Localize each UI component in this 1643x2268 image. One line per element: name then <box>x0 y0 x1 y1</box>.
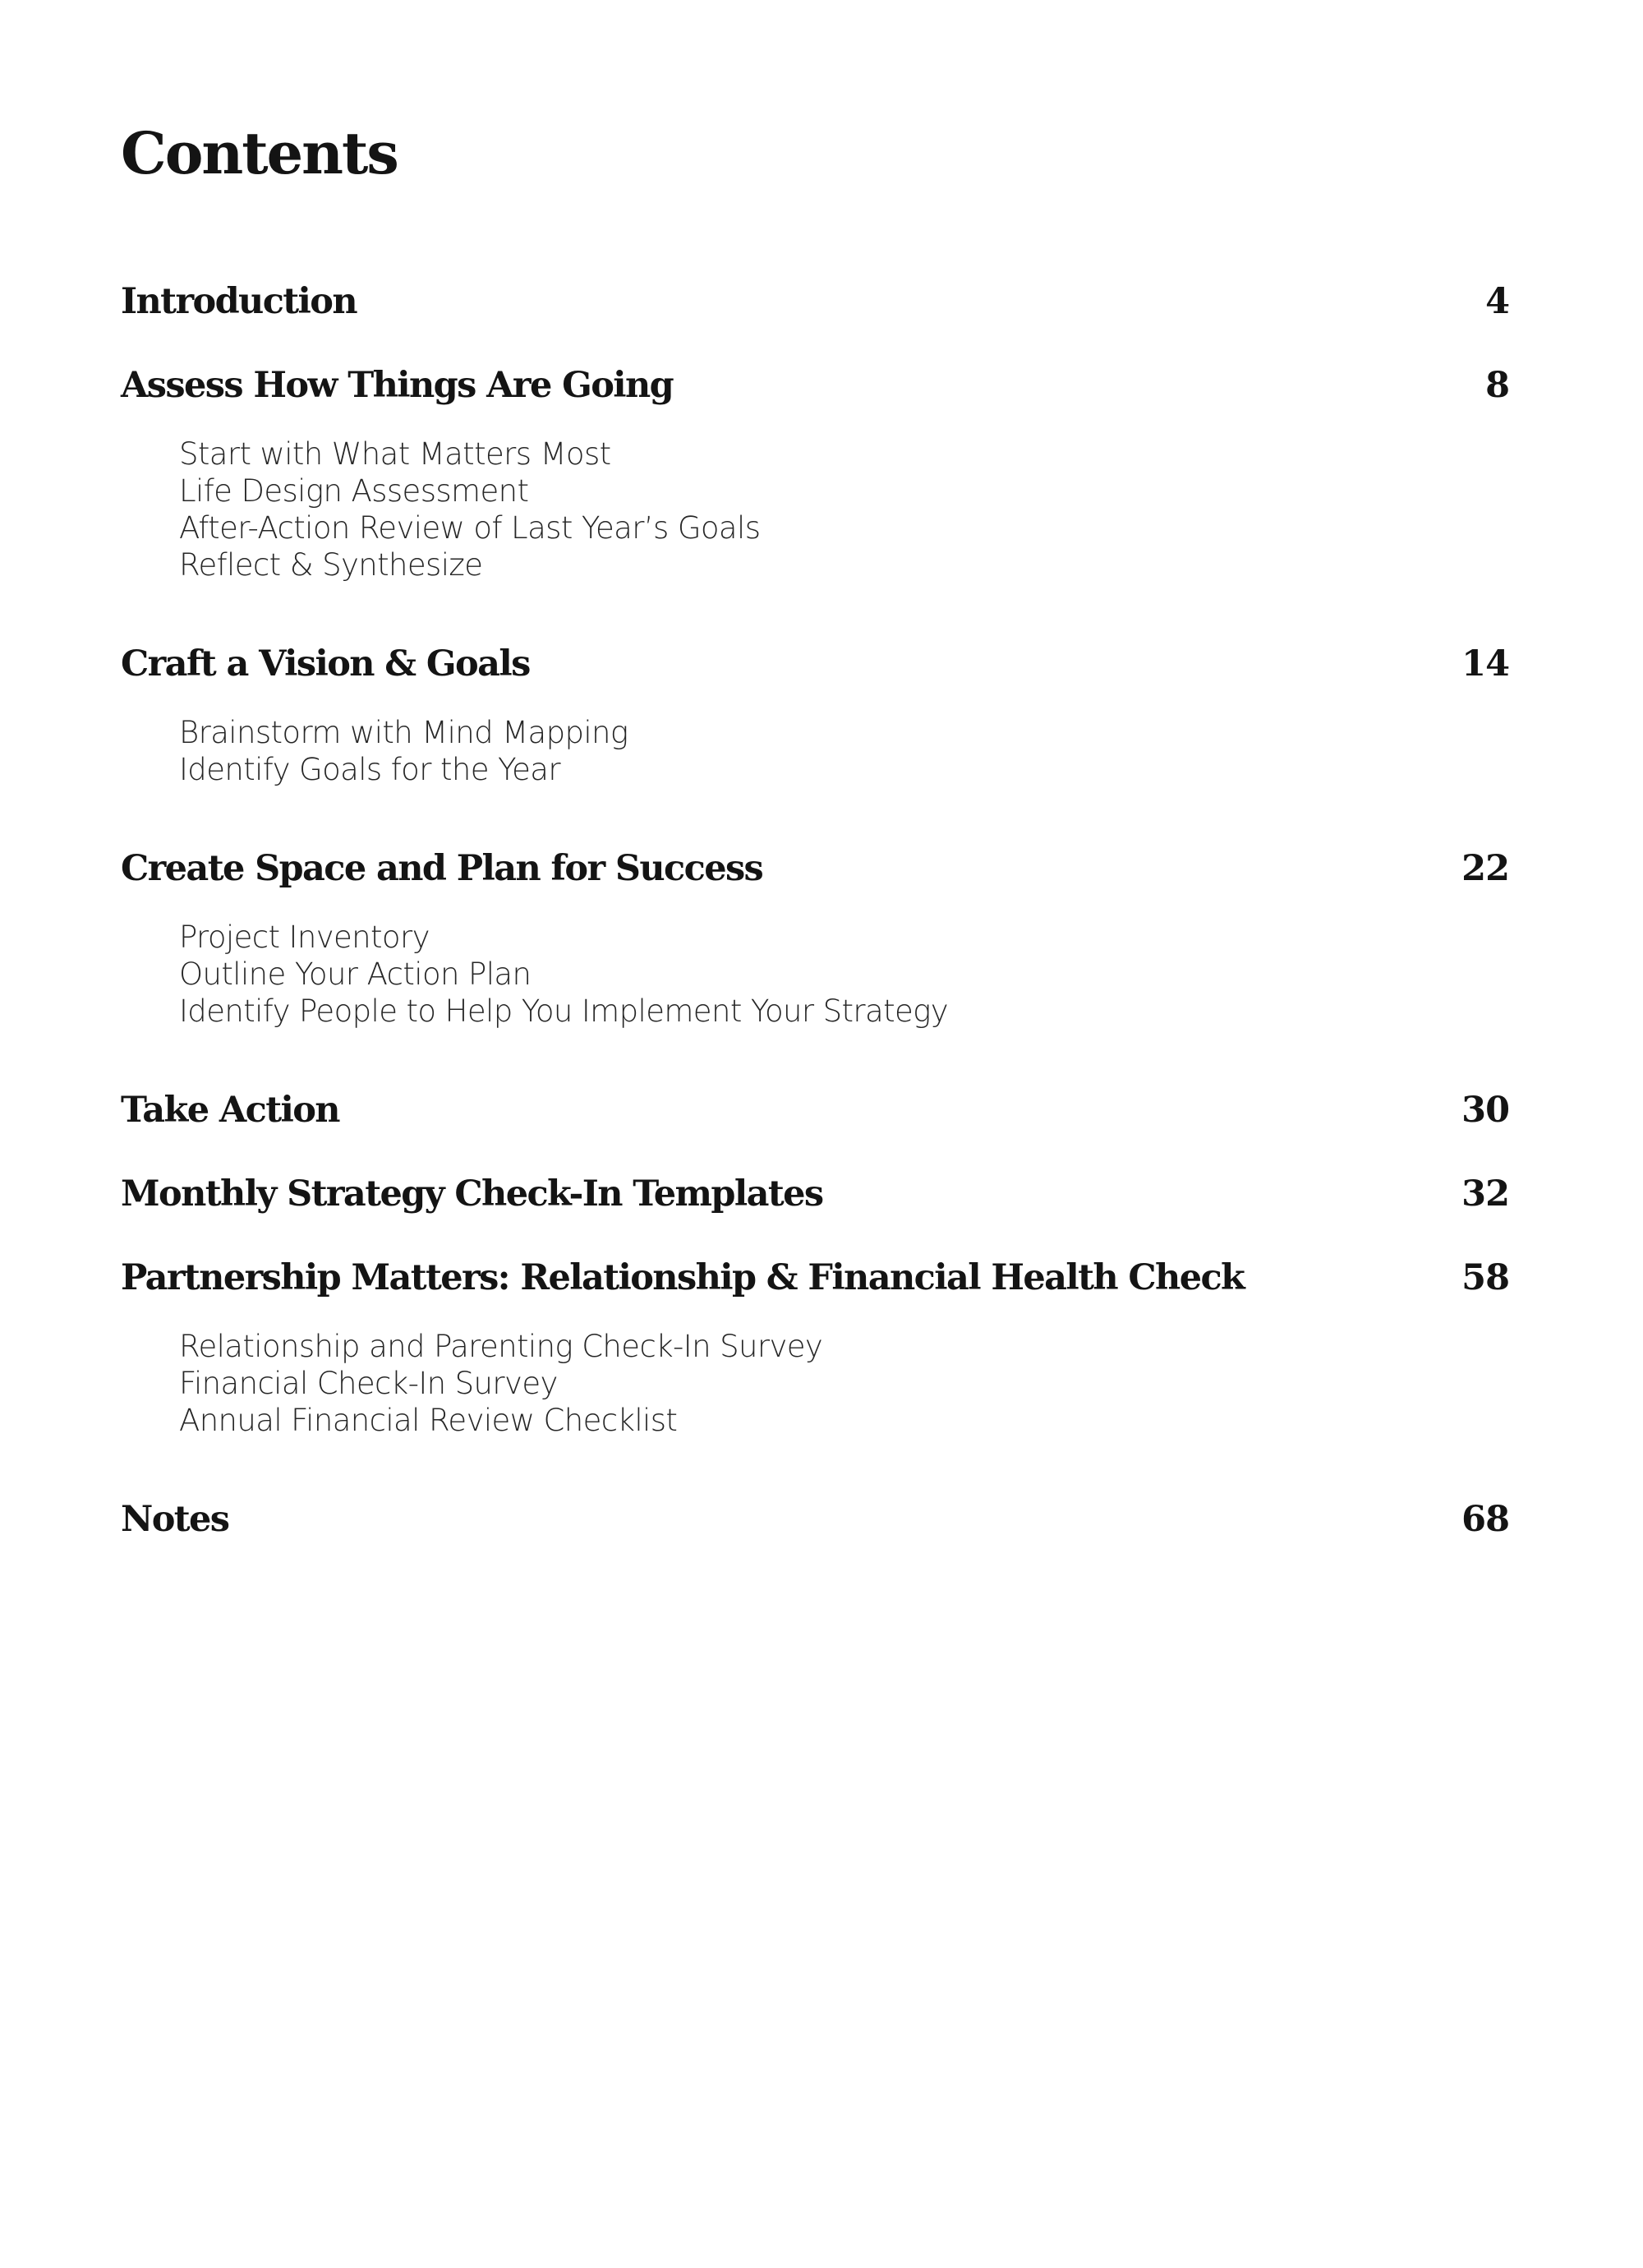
toc-section-plan <box>121 848 1509 1093</box>
toc-page-number: 14 <box>1461 643 1509 685</box>
spacer <box>121 1310 1509 1328</box>
page-title: Contents <box>121 119 398 187</box>
toc-section-title: Monthly Strategy Check-In Templates <box>121 1173 823 1215</box>
toc-entry-vision[interactable] <box>121 643 1509 696</box>
toc-entry-assess[interactable] <box>121 365 1509 417</box>
toc-page-number: 58 <box>1461 1257 1509 1298</box>
toc-page-number: 8 <box>1485 365 1509 406</box>
toc-page-number: 4 <box>1485 281 1509 322</box>
toc-section-title: Notes <box>121 1499 229 1540</box>
spacer <box>121 696 1509 714</box>
toc-section-monthly <box>121 1173 1509 1261</box>
toc-section-vision <box>121 643 1509 851</box>
toc-subsection-item[interactable]: Outline Your Action Plan <box>179 957 532 992</box>
toc-page-number: 22 <box>1461 848 1509 889</box>
toc-section-title: Assess How Things Are Going <box>121 365 674 406</box>
toc-section-notes <box>121 1499 1509 1551</box>
toc-subsection-list <box>121 919 1509 1030</box>
toc-section-assess <box>121 365 1509 647</box>
toc-section-title: Introduction <box>121 281 357 322</box>
toc-entry-plan[interactable] <box>121 848 1509 901</box>
toc-section-partnership <box>121 1257 1509 1502</box>
toc-subsection-item[interactable]: Financial Check-In Survey <box>179 1366 558 1401</box>
table-of-contents <box>121 281 1509 1551</box>
toc-subsection-item[interactable]: Brainstorm with Mind Mapping <box>179 715 628 750</box>
spacer <box>121 788 1509 851</box>
toc-subsection-item[interactable]: Reflect & Synthesize <box>179 547 483 583</box>
spacer <box>121 417 1509 436</box>
toc-section-take-action <box>121 1090 1509 1177</box>
toc-entry-take-action[interactable] <box>121 1090 1509 1142</box>
spacer <box>121 1439 1509 1502</box>
spacer <box>121 334 1509 368</box>
toc-subsection-list <box>121 436 1509 583</box>
toc-entry-partnership[interactable] <box>121 1257 1509 1310</box>
toc-page-number: 30 <box>1461 1090 1509 1131</box>
spacer <box>121 1142 1509 1177</box>
toc-subsection-item[interactable]: Life Design Assessment <box>179 473 529 509</box>
toc-subsection-item[interactable]: Project Inventory <box>179 920 430 955</box>
toc-page-number: 68 <box>1461 1499 1509 1540</box>
toc-entry-monthly[interactable] <box>121 1173 1509 1226</box>
spacer <box>121 583 1509 647</box>
toc-section-introduction <box>121 281 1509 368</box>
toc-section-title: Partnership Matters: Relationship & Financial Health Check <box>121 1257 1245 1298</box>
spacer <box>121 1030 1509 1093</box>
toc-entry-introduction[interactable] <box>121 281 1509 334</box>
toc-subsection-item[interactable]: Identify People to Help You Implement Your Strategy <box>179 993 949 1029</box>
toc-entry-notes[interactable] <box>121 1499 1509 1551</box>
toc-subsection-list <box>121 714 1509 788</box>
toc-subsection-item[interactable]: Relationship and Parenting Check-In Survey <box>179 1329 823 1364</box>
toc-section-title: Craft a Vision & Goals <box>121 643 530 685</box>
toc-subsection-list <box>121 1328 1509 1439</box>
toc-subsection-item[interactable]: After-Action Review of Last Year’s Goals <box>179 510 761 546</box>
spacer <box>121 1226 1509 1261</box>
toc-subsection-item[interactable]: Start with What Matters Most <box>179 436 611 472</box>
toc-page-number: 32 <box>1461 1173 1509 1215</box>
toc-subsection-item[interactable]: Annual Financial Review Checklist <box>179 1403 678 1438</box>
toc-section-title: Create Space and Plan for Success <box>121 848 763 889</box>
toc-section-title: Take Action <box>121 1090 339 1131</box>
toc-subsection-item[interactable]: Identify Goals for the Year <box>179 752 560 787</box>
spacer <box>121 901 1509 919</box>
